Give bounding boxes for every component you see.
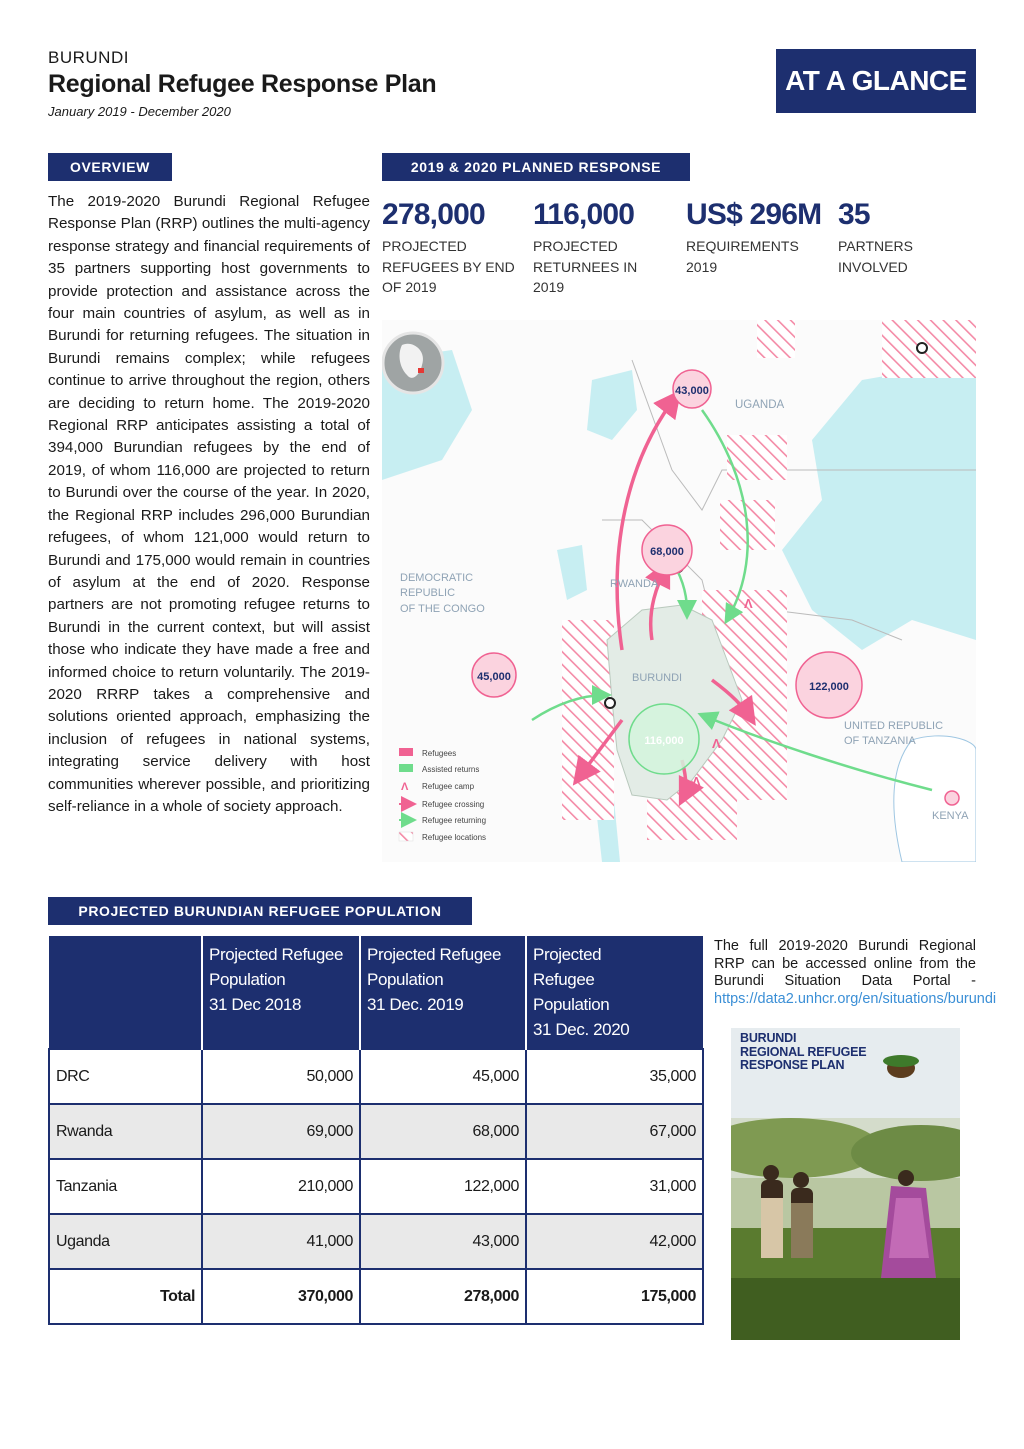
refugee-count-tanzania: 122,000: [809, 681, 849, 693]
plan-cover-image[interactable]: [731, 1028, 960, 1340]
stat-label: PARTNERS INVOLVED: [838, 238, 913, 275]
cover-title-line: RESPONSE PLAN: [740, 1058, 845, 1072]
value-cell: 122,000: [360, 1159, 526, 1214]
portal-text: The full 2019-2020 Burundi Regional RRP can be accessed online from the Burundi Situation Data Portal -: [714, 938, 976, 989]
country-label-tanzania: UNITED REPUBLIC: [844, 720, 944, 732]
country-label-tanzania: OF TANZANIA: [844, 735, 916, 747]
stat-value: 116,000: [533, 198, 635, 231]
table-row: [49, 1104, 703, 1159]
value-cell: 69,000: [202, 1104, 360, 1159]
country-label-burundi: BURUNDI: [632, 672, 683, 684]
stat-value: 278,000: [382, 198, 485, 231]
legend-label: Refugees: [422, 749, 457, 758]
country-label-drc: OF THE CONGO: [400, 603, 485, 615]
legend-swatch-refugees: [399, 748, 413, 756]
refugee-camp-icon: Λ: [712, 736, 721, 751]
refugee-count-rwanda: 68,000: [650, 546, 684, 558]
overview-tab: OVERVIEW: [48, 153, 172, 181]
header-line: Population: [209, 970, 286, 989]
stat-partners: [838, 196, 948, 277]
header-line: 31 Dec. 2020: [533, 1020, 630, 1039]
value-cell: 41,000: [202, 1214, 360, 1269]
portal-link[interactable]: https://data2.unhcr.org/en/situations/burundi: [714, 990, 997, 1007]
stat-label: REQUIREMENTS 2019: [686, 238, 799, 275]
legend-label: Refugee locations: [422, 833, 487, 842]
refugee-area-drc: [562, 620, 614, 820]
total-label-cell: Total: [49, 1269, 202, 1324]
country-label-kenya: KENYA: [932, 810, 969, 822]
table-row: [49, 1214, 703, 1269]
lake-victoria: [782, 360, 976, 650]
capital-marker: [917, 343, 927, 353]
page-title: Regional Refugee Response Plan: [48, 70, 437, 98]
country-label-uganda: UGANDA: [735, 399, 785, 411]
value-cell: 210,000: [202, 1159, 360, 1214]
portal-note: [714, 938, 997, 1008]
value-cell: 45,000: [360, 1049, 526, 1104]
region-map: [382, 320, 976, 862]
stat-label: PROJECTED RETURNEES IN 2019: [533, 238, 638, 295]
legend-swatch-locations: [399, 832, 413, 841]
cover-title-line: BURUNDI: [740, 1031, 797, 1045]
table-header-cell: [526, 936, 703, 1049]
table-row: [49, 1159, 703, 1214]
total-cell: 175,000: [526, 1269, 703, 1324]
header-line: Projected Refugee: [367, 945, 502, 964]
returnee-count-burundi: 116,000: [644, 735, 684, 747]
header-line: Refugee: [533, 970, 595, 989]
kenya-border: [894, 736, 976, 862]
map-legend: [399, 748, 486, 842]
globe-highlight: [418, 368, 424, 373]
legend-camp-icon: Λ: [401, 781, 409, 793]
stat-requirements: [686, 196, 826, 277]
legend-label: Refugee camp: [422, 782, 475, 791]
value-cell: 67,000: [526, 1104, 703, 1159]
header-line: Population: [533, 995, 610, 1014]
population-tab: PROJECTED BURUNDIAN REFUGEE POPULATION: [48, 897, 472, 925]
table-header-cell: [202, 936, 360, 1049]
country-cell: Tanzania: [49, 1159, 202, 1214]
country-label-drc: DEMOCRATIC: [400, 572, 474, 584]
header-line: Projected Refugee: [209, 945, 344, 964]
stat-projected-returnees: [533, 196, 663, 298]
refugee-circle-kenya: [945, 791, 959, 805]
header-line: 31 Dec. 2019: [367, 995, 464, 1014]
legend-label: Refugee crossing: [422, 800, 485, 809]
planned-response-tab: 2019 & 2020 PLANNED RESPONSE: [382, 153, 690, 181]
stat-label: PROJECTED REFUGEES BY END OF 2019: [382, 238, 515, 295]
refugee-count-drc: 45,000: [477, 671, 511, 683]
stat-projected-refugees: [382, 196, 522, 298]
country-label-drc: REPUBLIC: [400, 587, 456, 599]
cover-title: [740, 1032, 866, 1073]
value-cell: 31,000: [526, 1159, 703, 1214]
at-a-glance-badge: AT A GLANCE: [776, 49, 976, 113]
header-line: Projected: [533, 945, 602, 964]
refugee-camp-icon: Λ: [692, 774, 701, 789]
refugee-area-uganda-ne: [882, 320, 976, 378]
country-label: BURUNDI: [48, 48, 129, 67]
country-cell: DRC: [49, 1049, 202, 1104]
legend-label: Refugee returning: [422, 816, 487, 825]
cover-photo: [731, 1028, 960, 1340]
value-cell: 42,000: [526, 1214, 703, 1269]
value-cell: 35,000: [526, 1049, 703, 1104]
table-header-cell: [360, 936, 526, 1049]
table-header-cell: [49, 936, 202, 1049]
value-cell: 43,000: [360, 1214, 526, 1269]
table-header-row: [49, 936, 703, 1049]
refugee-camp-icon: Λ: [744, 596, 753, 611]
stat-value: 35: [838, 198, 870, 231]
value-cell: 68,000: [360, 1104, 526, 1159]
lake-albert: [587, 370, 637, 440]
capital-marker: [605, 698, 615, 708]
country-label-rwanda: RWANDA: [610, 578, 659, 590]
refugee-count-uganda: 43,000: [675, 385, 709, 397]
cover-title-line: REGIONAL REFUGEE: [740, 1044, 867, 1059]
stat-value: US$ 296M: [686, 198, 822, 231]
total-cell: 370,000: [202, 1269, 360, 1324]
legend-label: Assisted returns: [422, 765, 480, 774]
page-subtitle: January 2019 - December 2020: [48, 104, 231, 119]
country-cell: Uganda: [49, 1214, 202, 1269]
table-total-row: [49, 1269, 703, 1324]
refugee-area-uganda-north: [757, 320, 795, 358]
country-cell: Rwanda: [49, 1104, 202, 1159]
legend-swatch-returns: [399, 764, 413, 772]
table-row: [49, 1049, 703, 1104]
header-line: 31 Dec 2018: [209, 995, 302, 1014]
map-svg: [382, 320, 976, 862]
overview-paragraph: The 2019-2020 Burundi Regional Refugee Response Plan (RRP) outlines the multi-agency response strategy and financial requirements of 35 partners supporting host governments to provide protection and assistance across the four main countries of asylum, as well as in Burundi for returning refugees. The situation in Burundi remains complex; while refugees continue to arrive throughout the region, others are deciding to return home. The 2019-2020 Regional RRP anticipates assisting a total of 394,000 Burundian refugees by the end of 2019, of whom 116,000 are projected to return to Burundi over the course of the year. In 2020, the Regional RRP includes 296,000 Burundian refugees, of whom 121,000 would return to Burundi and 175,000 would remain in countries of asylum at the end of 2020. Response partners are not promoting refugee returns to Burundi in the current context, but will assist those who indicate they have made a free and informed choice to return voluntarily. The 2019-2020 RRRP takes a comprehensive and solutions oriented approach, emphasizing the inclusion of refugees in national systems, integrating service delivery with host communities wherever possible, and prioritizing self-reliance in a whole of society approach.: [48, 193, 370, 815]
lake-kivu: [557, 545, 587, 600]
value-cell: 50,000: [202, 1049, 360, 1104]
header-line: Population: [367, 970, 444, 989]
total-cell: 278,000: [360, 1269, 526, 1324]
population-table: [48, 936, 704, 1325]
